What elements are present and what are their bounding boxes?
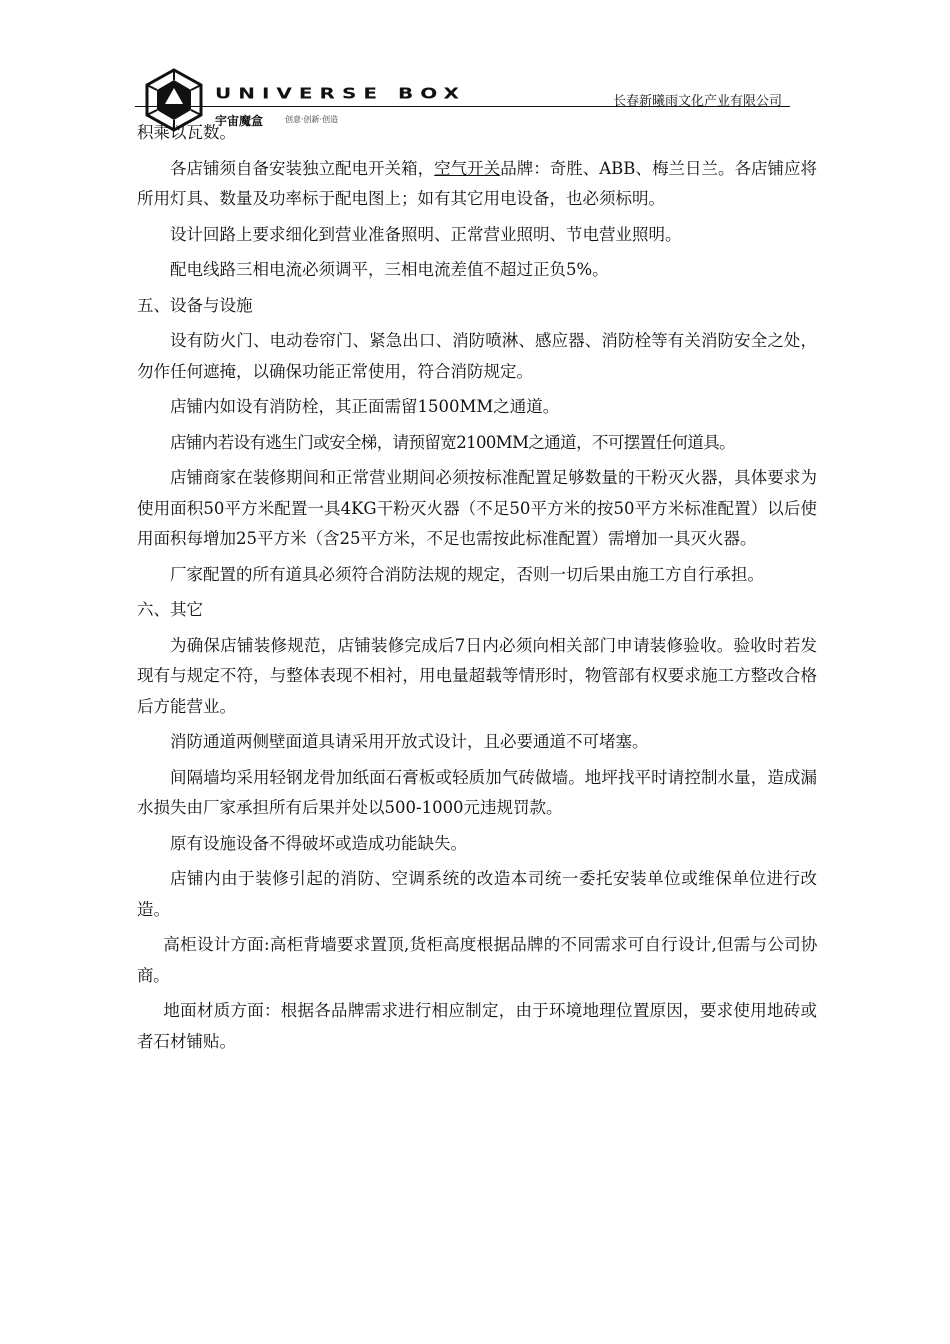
paragraph: 店铺内若设有逃生门或安全梯，请预留宽2100MM之通道，不可摆置任何道具。 xyxy=(170,432,736,452)
paragraph: 积乘以瓦数。 xyxy=(137,123,236,142)
paragraph: 配电线路三相电流必须调平，三相电流差值不超过正负5%。 xyxy=(170,260,609,279)
header-divider xyxy=(135,106,790,107)
paragraph: 高柜设计方面:高柜背墙要求置顶,货柜高度根据品牌的不同需求可自行设计,但需与公司协商。 xyxy=(137,935,817,985)
paragraph-text: 品牌：奇胜、ABB、梅兰日兰。各店铺应将所用灯具、数量及功率标于配电图上；如有其它用电设备，也必须标明。 xyxy=(137,158,818,208)
paragraph: 店铺内由于装修引起的消防、空调系统的改造本司统一委托安装单位或维保单位进行改造。 xyxy=(137,869,817,919)
paragraph-text: 各店铺须自备安装独立配电开关箱， xyxy=(170,158,435,178)
paragraph: 厂家配置的所有道具必须符合消防法规的规定，否则一切后果由施工方自行承担。 xyxy=(170,564,764,584)
paragraph: 间隔墙均采用轻钢龙骨加纸面石膏板或轻质加气砖做墙。地坪找平时请控制水量，造成漏水损失由厂家承担所有后果并处以500-1000元违规罚款。 xyxy=(137,767,817,817)
paragraph: 设有防火门、电动卷帘门、紧急出口、消防喷淋、感应器、消防栓等有关消防安全之处，勿作任何遮掩，以确保功能正常使用，符合消防规定。 xyxy=(137,331,817,381)
section-heading: 六、其它 xyxy=(137,600,203,619)
paragraph: 消防通道两侧壁面道具请采用开放式设计，且必要通道不可堵塞。 xyxy=(170,732,649,751)
paragraph: 地面材质方面：根据各品牌需求进行相应制定，由于环境地理位置原因，要求使用地砖或者石材铺贴。 xyxy=(137,1001,817,1051)
brand-name-english: UNIVERSE BOX xyxy=(215,84,466,102)
underlined-term: 空气开关 xyxy=(434,158,501,178)
paragraph xyxy=(137,154,817,215)
brand-slogan: 创意·创新·创造 xyxy=(285,115,339,124)
paragraph: 为确保店铺装修规范，店铺装修完成后7日内必须向相关部门申请装修验收。验收时若发现有与规定不符，与整体表现不相衬，用电量超载等情形时，物管部有权要求施工方整改合格后方能营业。 xyxy=(137,635,817,716)
company-name: 长春新曦雨文化产业有限公司 xyxy=(612,94,782,109)
paragraph: 设计回路上要求细化到营业准备照明、正常营业照明、节电营业照明。 xyxy=(170,224,682,244)
paragraph: 店铺内如设有消防栓，其正面需留1500MM之通道。 xyxy=(170,397,560,416)
brand-name-chinese: 宇宙魔盒 xyxy=(215,114,264,128)
section-heading: 五、设备与设施 xyxy=(137,295,253,315)
document-body xyxy=(137,118,817,1057)
paragraph: 原有设施设备不得破坏或造成功能缺失。 xyxy=(170,833,467,853)
paragraph: 店铺商家在装修期间和正常营业期间必须按标准配置足够数量的干粉灭火器，具体要求为使用面积50平方米配置一具4KG干粉灭火器（不足50平方米的按50平方米标准配置）以后使用面积每增加25平方米（含25平方米，不足也需按此标准配置）需增加一具灭火器。 xyxy=(137,468,817,548)
